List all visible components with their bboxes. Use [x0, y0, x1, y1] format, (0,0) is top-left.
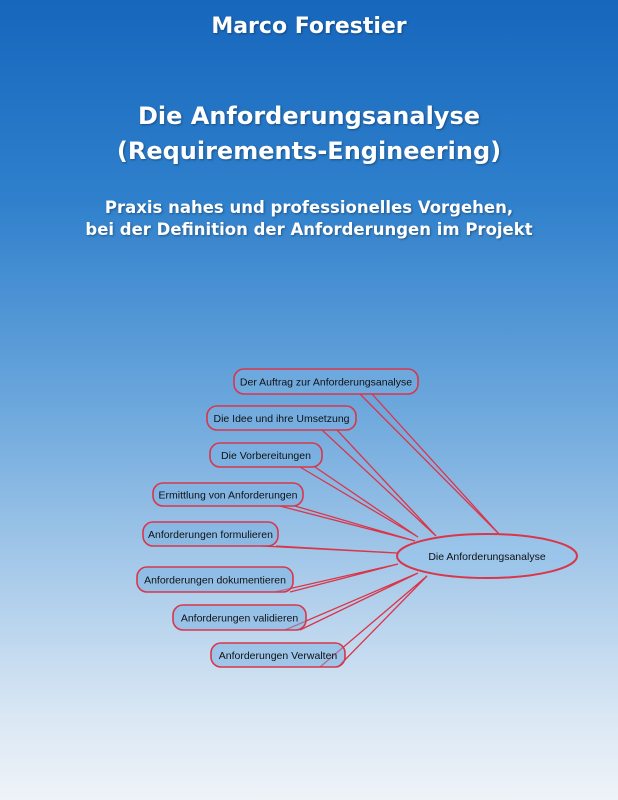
- author: Marco Forestier: [211, 14, 407, 39]
- topic-node: [207, 406, 356, 430]
- title-line-1: Die Anforderungsanalyse: [137, 102, 481, 130]
- topic-node: [137, 567, 293, 592]
- topic-node-label: Die Idee und ihre Umsetzung: [213, 413, 350, 425]
- subtitle-line-2: bei der Definition der Anforderungen im Projekt: [85, 220, 533, 239]
- topic-node-label: Ermittlung von Anforderungen: [158, 489, 298, 502]
- center-node: [397, 534, 577, 578]
- topic-node: [173, 605, 306, 630]
- topic-node: [153, 483, 303, 506]
- topic-node-label: Der Auftrag zur Anforderungsanalyse: [239, 376, 413, 389]
- connector-line: [360, 394, 500, 535]
- topic-node-label: Anforderungen Verwalten: [218, 650, 338, 662]
- topic-node: [210, 443, 322, 467]
- topic-node-label: Anforderungen validieren: [180, 612, 299, 625]
- topic-node-label: Anforderungen dokumentieren: [144, 574, 286, 587]
- center-node-label: Die Anforderungsanalyse: [428, 551, 546, 563]
- connector-line: [262, 546, 397, 553]
- topic-node: [234, 369, 418, 394]
- topic-node-label: Die Vorbereitungen: [221, 450, 311, 462]
- subtitle-line-1: Praxis nahes und professionelles Vorgehen,: [104, 198, 514, 217]
- topic-node-label: Anforderungen formulieren: [148, 529, 273, 541]
- topic-node: [211, 643, 345, 667]
- title-line-2: (Requirements-Engineering): [116, 137, 502, 165]
- topic-node: [143, 522, 278, 546]
